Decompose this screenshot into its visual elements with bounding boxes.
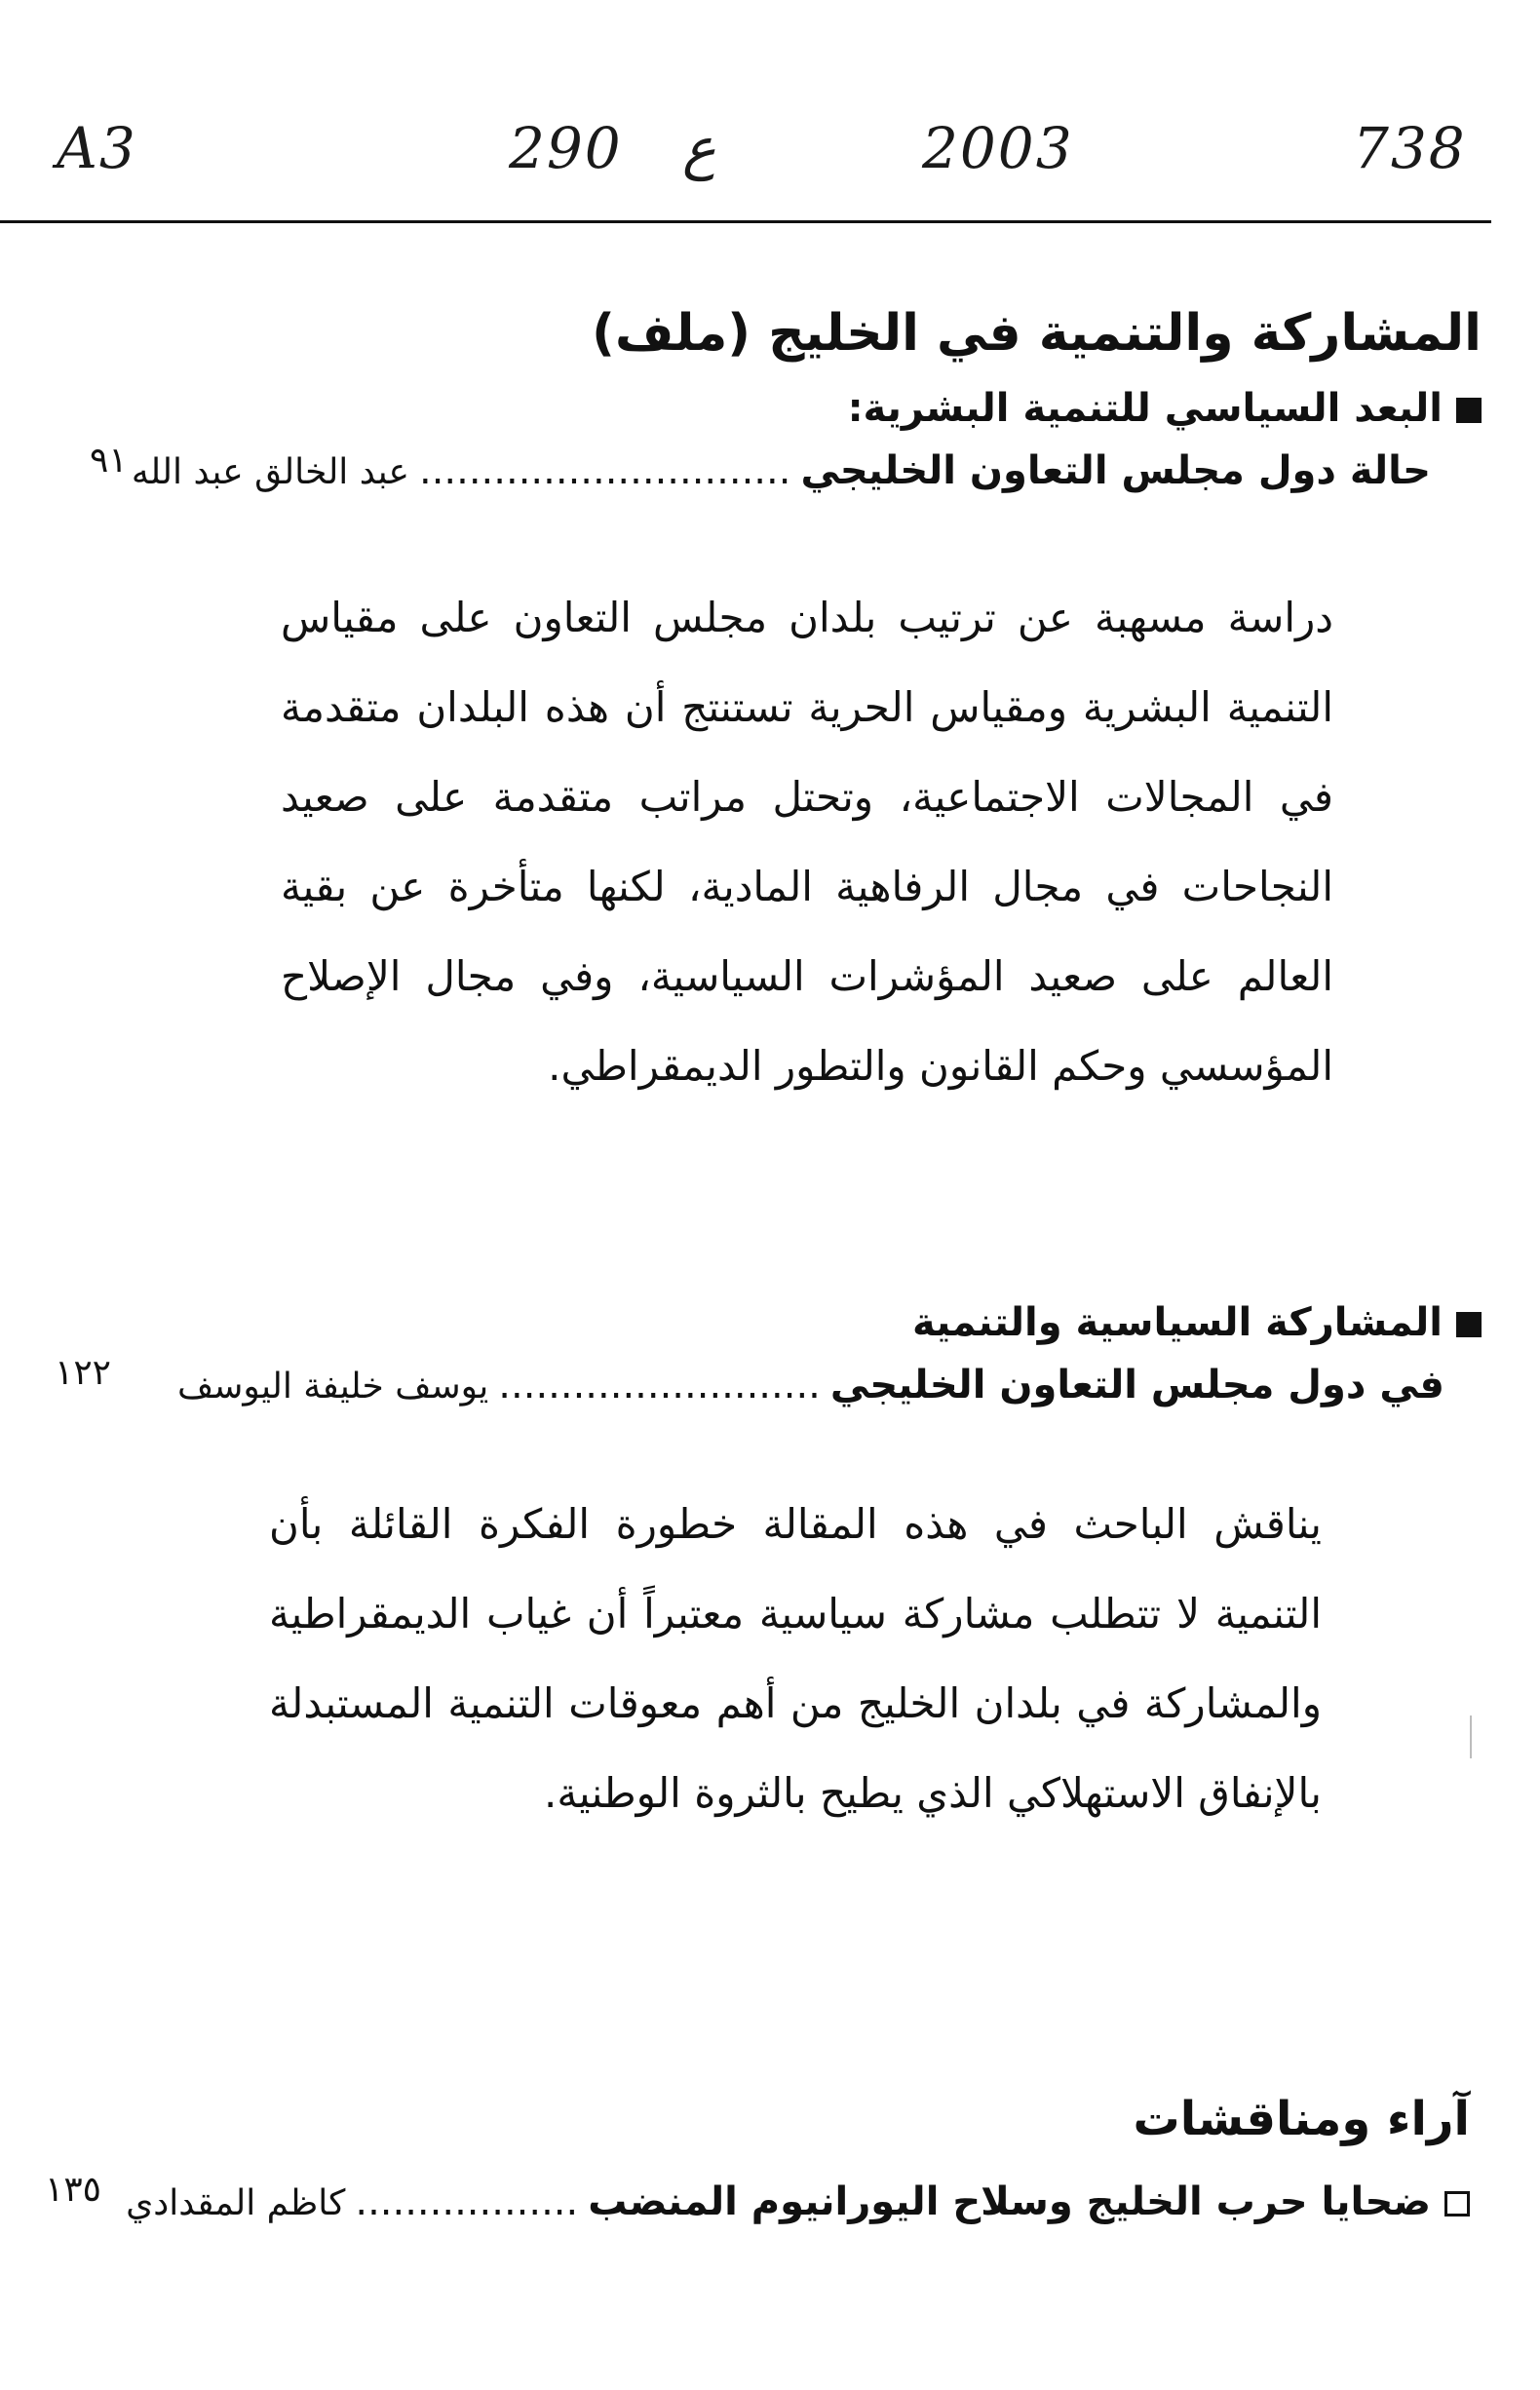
opinions-item-author: كاظم المقدادي xyxy=(126,2183,346,2223)
handwritten-mark-right: 738 xyxy=(1353,115,1467,181)
scan-margin-mark xyxy=(1470,1715,1472,1758)
article-2-author: يوسف خليفة اليوسف xyxy=(176,1367,489,1407)
square-bullet-icon xyxy=(1456,1312,1482,1337)
opinions-item[interactable] xyxy=(126,2179,1470,2224)
article-2-title-line1[interactable] xyxy=(912,1300,1482,1345)
article-1-abstract: دراسة مسهبة عن ترتيب بلدان مجلس التعاون على مقياس التنمية البشرية ومقياس الحرية تستنتج أن هذه البلدان متقدمة في المجالات الاجتماعية، وتحتل مراتب متقدمة على صعيد النجاحات في مجال الرفاهية المادية، لكنها متأخرة عن بقية العالم على صعيد المؤشرات السياسية، وفي مجال الإصلاح المؤسسي وحكم القانون والتطور الديمقراطي. xyxy=(281,594,1333,1090)
handwritten-mark-year: 2003 xyxy=(922,115,1074,181)
article-2-subtitle: في دول مجلس التعاون الخليجي xyxy=(829,1363,1444,1407)
section-title: المشاركة والتنمية في الخليج (ملف) xyxy=(592,304,1482,363)
article-2-page-number: ١٢٢ xyxy=(55,1353,112,1393)
opinions-item-page-number: ١٣٥ xyxy=(45,2170,102,2210)
article-2-title-text: المشاركة السياسية والتنمية xyxy=(911,1300,1443,1345)
article-1-subtitle: حالة دول مجلس التعاون الخليجي xyxy=(800,448,1431,493)
article-1-title-line1[interactable] xyxy=(848,386,1482,431)
leader-dots: .............................. xyxy=(418,448,791,493)
article-2-abstract: يناقش الباحث في هذه المقالة خطورة الفكرة القائلة بأن التنمية لا تتطلب مشاركة سياسية معتبراً أن غياب الديمقراطية والمشاركة في بلدان الخليج من أهم معوقات التنمية المستبدلة بالإنفاق الاستهلاكي الذي يطيح بالثروة الوطنية. xyxy=(269,1500,1322,1817)
opinions-item-title: ضحايا حرب الخليج وسلاح اليورانيوم المنضب xyxy=(588,2179,1431,2224)
open-square-bullet-icon xyxy=(1444,2191,1470,2217)
article-2-title-line2[interactable] xyxy=(177,1363,1444,1407)
opinions-title: آراء ومناقشات xyxy=(1133,2092,1470,2146)
article-1-page-number: ٩١ xyxy=(90,441,128,481)
handwritten-mark-letter: ع xyxy=(682,115,716,181)
handwritten-mark-number: 290 xyxy=(509,115,623,181)
article-1-title-line2[interactable] xyxy=(132,448,1431,493)
article-1-title-text: البعد السياسي للتنمية البشرية: xyxy=(847,386,1443,431)
article-1-author: عبد الخالق عبد الله xyxy=(131,452,409,492)
header-rule xyxy=(0,220,1491,223)
handwritten-mark-left: A3 xyxy=(57,115,137,181)
leader-dots: .......................... xyxy=(498,1363,821,1407)
leader-dots: .................. xyxy=(355,2179,579,2224)
square-bullet-icon xyxy=(1456,398,1482,423)
